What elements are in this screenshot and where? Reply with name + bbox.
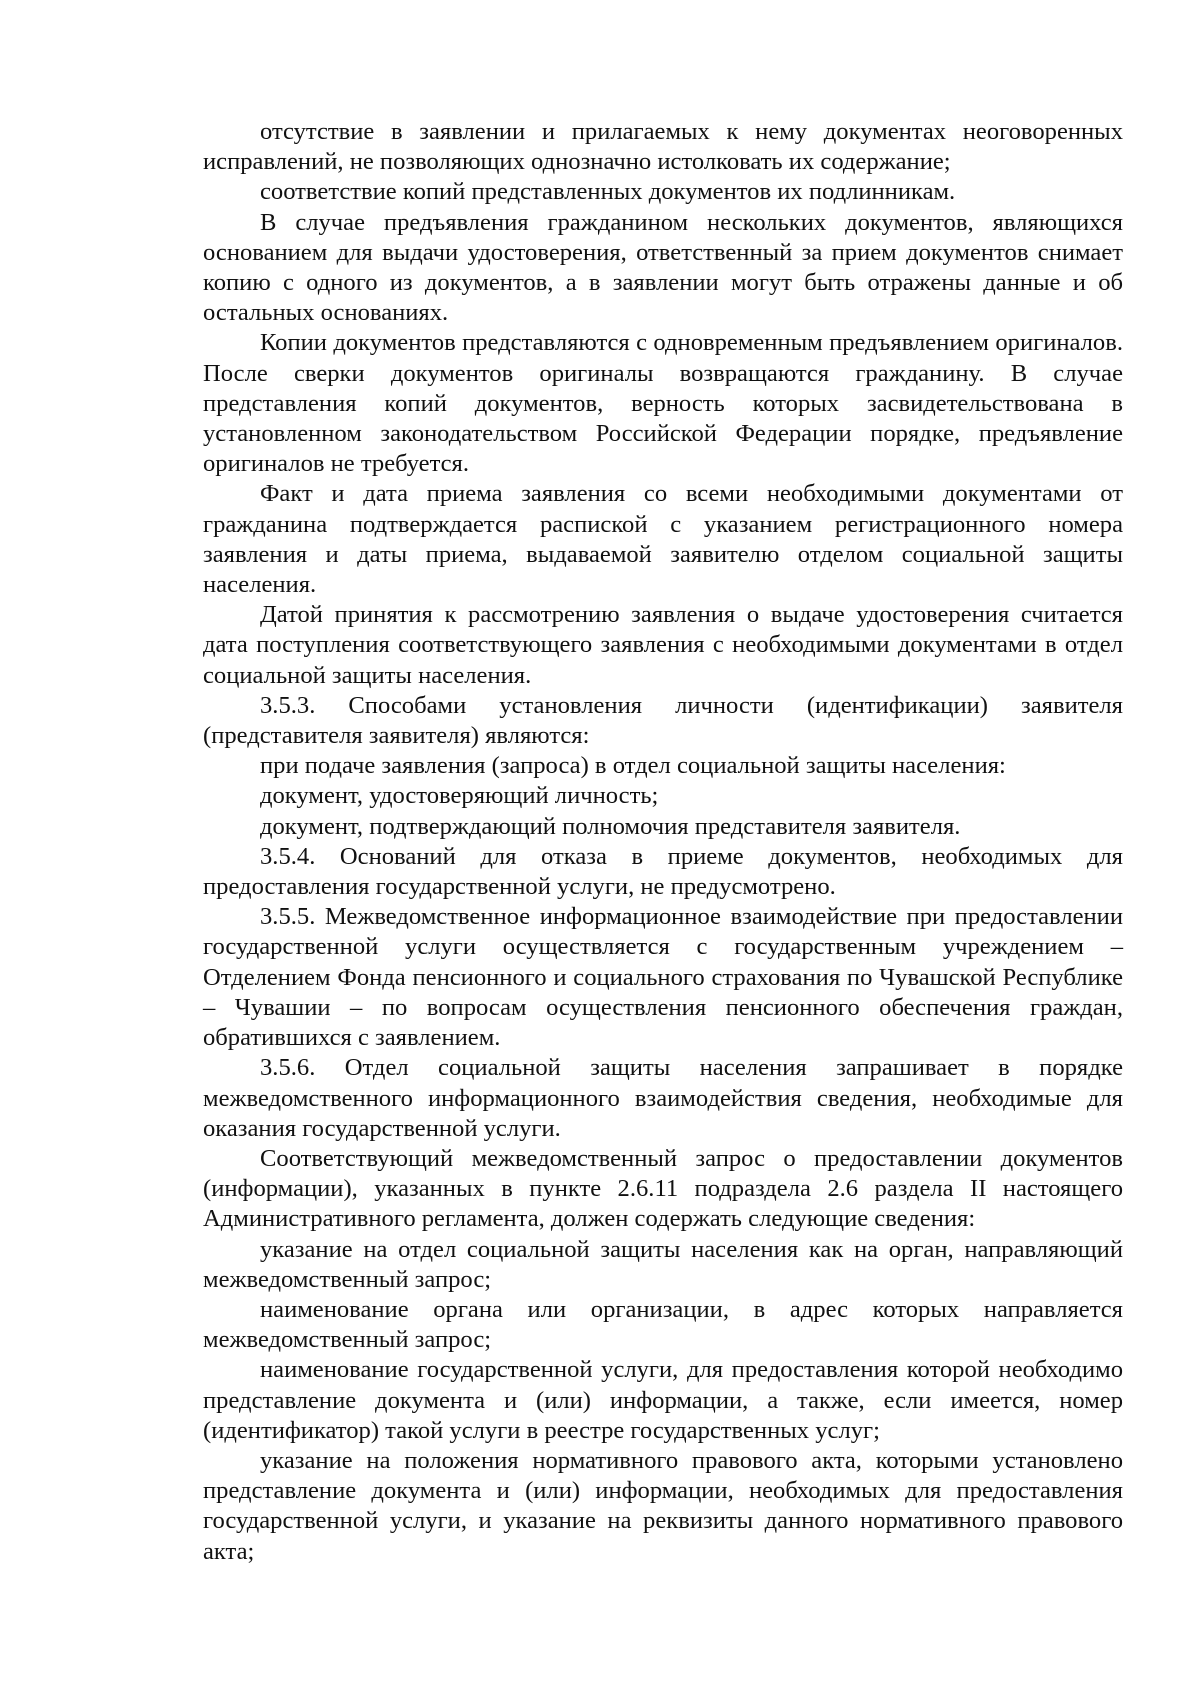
paragraph-multiple-documents: В случае предъявления гражданином нескольких документов, являющихся основанием для выдачи удостоверения, ответственный за прием документов снимает копию с одного из документов, а в заявлении могут быть отражены данные и об остальных основаниях. — [203, 208, 1123, 327]
paragraph-legal-act: указание на положения нормативного правового акта, которыми установлено представление документа и (или) информации, необходимых для предоставления государственной услуги, и указание на реквизиты данного нормативного правового акта; — [203, 1446, 1123, 1565]
paragraph-recipient-organization: наименование органа или организации, в адрес которых направляется межведомственный запрос; — [203, 1295, 1123, 1354]
paragraph-acceptance-date: Датой принятия к рассмотрению заявления о выдаче удостоверения считается дата поступления соответствующего заявления с необходимыми документами в отдел социальной защиты населения. — [203, 601, 1123, 689]
paragraph-3-5-6: 3.5.6. Отдел социальной защиты населения запрашивает в порядке межведомственного информационного взаимодействия сведения, необходимые для оказания государственной услуги. — [203, 1054, 1123, 1142]
paragraph-3-5-4: 3.5.4. Оснований для отказа в приеме документов, необходимых для предоставления государственной услуги, не предусмотрено. — [203, 842, 1123, 901]
paragraph-missing-corrections: отсутствие в заявлении и прилагаемых к нему документах неоговоренных исправлений, не позволяющих однозначно истолковать их содержание; — [203, 118, 1123, 176]
paragraph-service-name: наименование государственной услуги, для предоставления которой необходимо представление документа и (или) информации, а также, если имеется, номер (идентификатор) такой услуги в реестре государственных услуг; — [203, 1356, 1123, 1444]
paragraph-3-5-5: 3.5.5. Межведомственное информационное взаимодействие при предоставлении государственной услуги осуществляется с государственным учреждением – Отделением Фонда пенсионного и социального страхования по Чувашской Республике – Чувашии – по вопросам осуществления пенсионного обеспечения граждан, обратившихся с заявлением. — [203, 903, 1123, 1052]
paragraph-request-contents: Соответствующий межведомственный запрос о предоставлении документов (информации), указанных в пункте 2.6.11 подраздела 2.6 раздела II настоящего Административного регламента, должен содержать следующие сведения: — [203, 1144, 1123, 1233]
paragraph-sending-authority: указание на отдел социальной защиты населения как на орган, направляющий межведомственный запрос; — [203, 1235, 1123, 1293]
document-body — [203, 117, 1123, 1567]
paragraph-identity-document: документ, удостоверяющий личность; — [260, 782, 659, 810]
paragraph-authority-document: документ, подтверждающий полномочия представителя заявителя. — [260, 812, 961, 840]
paragraph-receipt: Факт и дата приема заявления со всеми необходимыми документами от гражданина подтверждается распиской с указанием регистрационного номера заявления и даты приема, выдаваемой заявителю отделом социальной защиты населения. — [203, 480, 1123, 599]
paragraph-copies-with-originals: Копии документов представляются с одновременным предъявлением оригиналов. После сверки документов оригиналы возвращаются гражданину. В случае представления копий документов, верность которых засвидетельствована в установленном законодательством Российской Федерации порядке, предъявление оригиналов не требуется. — [203, 329, 1123, 478]
paragraph-copies-match: соответствие копий представленных документов их подлинникам. — [260, 178, 956, 206]
paragraph-submission-method: при подаче заявления (запроса) в отдел социальной защиты населения: — [260, 752, 1006, 780]
paragraph-3-5-3: 3.5.3. Способами установления личности (идентификации) заявителя (представителя заявителя) являются: — [203, 691, 1123, 750]
